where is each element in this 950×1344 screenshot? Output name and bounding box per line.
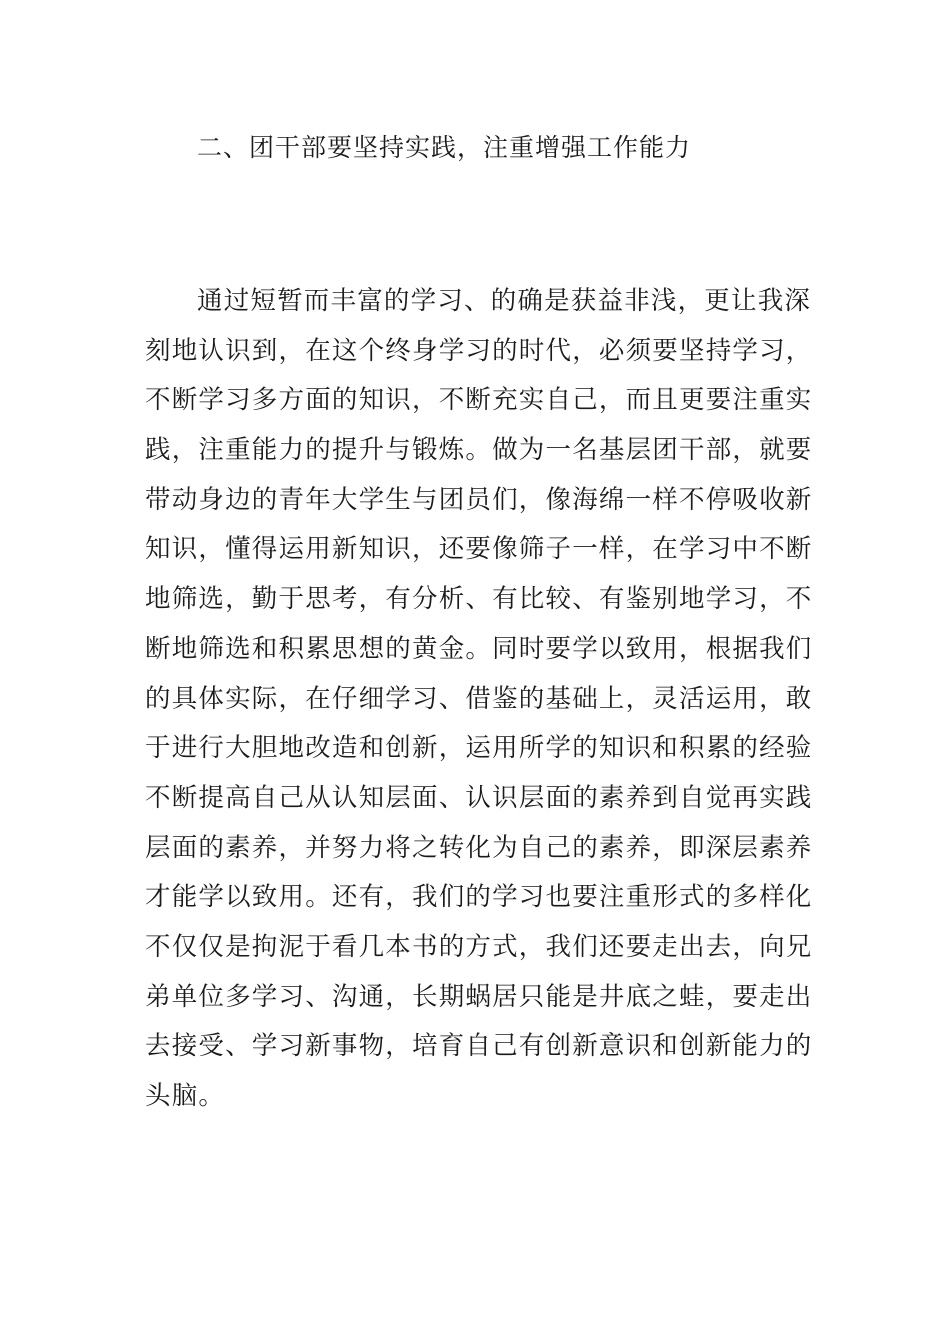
paragraph-line: 践，注重能力的提升与锻炼。做为一名基层团干部，就要	[145, 435, 813, 466]
paragraph-line: 的具体实际，在仔细学习、借鉴的基础上，灵活运用，敢	[145, 683, 813, 714]
paragraph-line: 通过短暂而丰富的学习、的确是获益非浅，更让我深	[197, 286, 812, 316]
paragraph-line: 于进行大胆地改造和创新，运用所学的知识和积累的经验	[145, 733, 813, 764]
paragraph-line: 断地筛选和积累思想的黄金。同时要学以致用，根据我们	[145, 633, 813, 664]
paragraph-line: 不断学习多方面的知识，不断充实自己，而且更要注重实	[145, 385, 813, 416]
paragraph-line: 知识，懂得运用新知识，还要像筛子一样，在学习中不断	[145, 534, 813, 565]
paragraph-line: 头脑。	[145, 1081, 226, 1111]
paragraph-line: 带动身边的青年大学生与团员们，像海绵一样不停吸收新	[145, 484, 813, 515]
paragraph-line: 层面的素养，并努力将之转化为自己的素养，即深层素养	[145, 832, 813, 863]
paragraph-line: 才能学以致用。还有，我们的学习也要注重形式的多样化	[145, 882, 813, 913]
paragraph-line: 不仅仅是拘泥于看几本书的方式，我们还要走出去，向兄	[145, 931, 813, 962]
paragraph-line: 弟单位多学习、沟通，长期蜗居只能是井底之蛙，要走出	[145, 981, 813, 1012]
paragraph-line: 不断提高自己从认知层面、认识层面的素养到自觉再实践	[145, 782, 813, 813]
paragraph-line: 地筛选，勤于思考，有分析、有比较、有鉴别地学习，不	[145, 584, 813, 615]
paragraph-line: 刻地认识到，在这个终身学习的时代，必须要坚持学习，	[145, 335, 813, 366]
section-heading: 二、团干部要坚持实践，注重增强工作能力	[197, 133, 692, 162]
body-paragraph	[145, 277, 813, 1122]
paragraph-line: 去接受、学习新事物，培育自己有创新意识和创新能力的	[145, 1031, 813, 1062]
